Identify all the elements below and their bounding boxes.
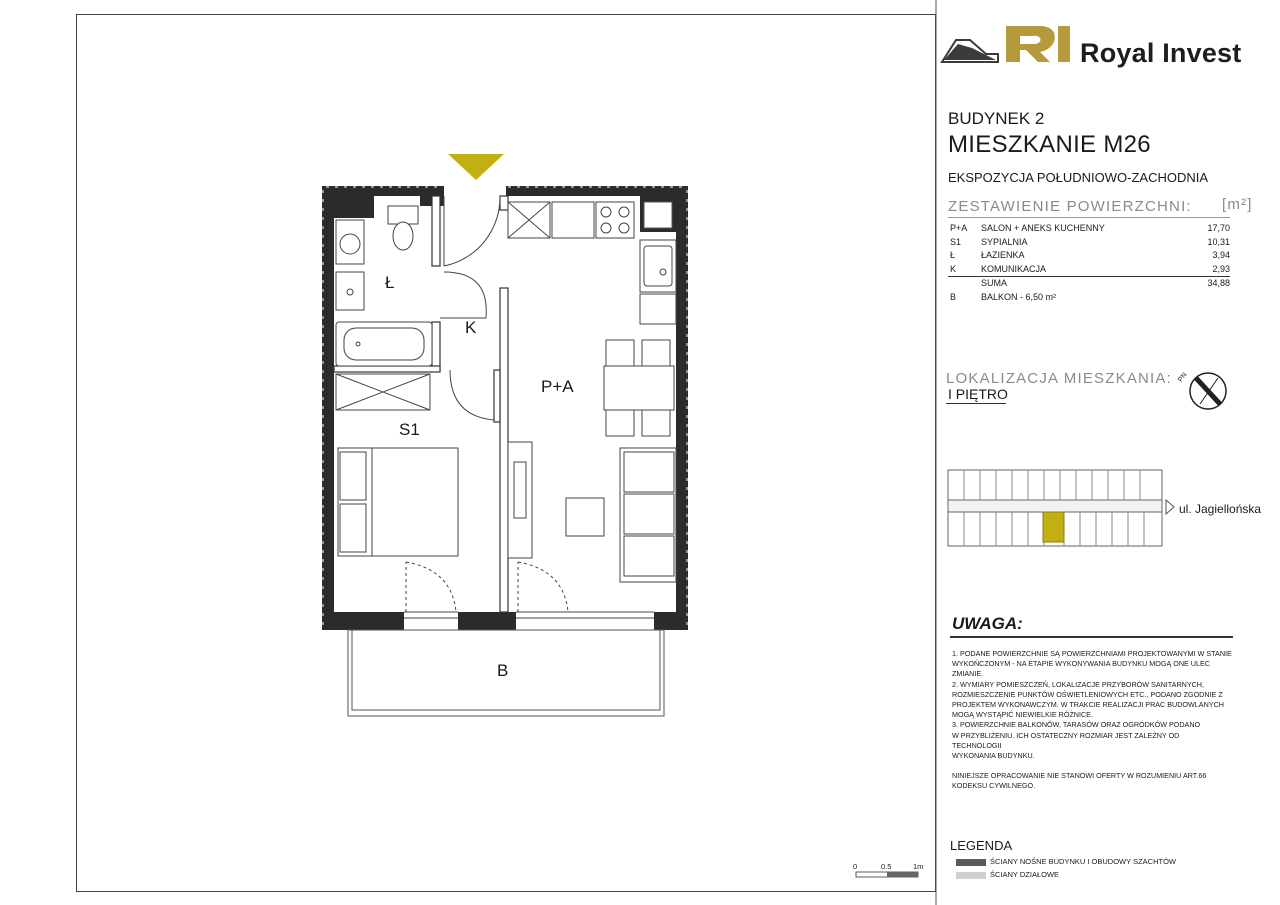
balcony-row: B BALKON - 6,50 m²	[950, 291, 1057, 302]
room-label-balcony: B	[497, 661, 509, 680]
room-label-living: P+A	[541, 377, 574, 396]
scale-bar	[856, 872, 918, 877]
building-label: BUDYNEK 2	[948, 109, 1045, 128]
house-logo-icon	[942, 40, 998, 62]
table-row: S1 SYPIALNIA 10,31	[950, 236, 1230, 247]
legend-item-partition: ŚCIANY DZIAŁOWE	[990, 870, 1060, 879]
areas-title: ZESTAWIENIE POWIERZCHNI:	[948, 198, 1192, 215]
table-row: P+A SALON + ANEKS KUCHENNY 17,70	[950, 223, 1230, 233]
areas-table	[948, 222, 1230, 304]
legend-swatch-partition	[956, 872, 986, 879]
room-label-corridor: K	[465, 318, 477, 337]
apartment-title: MIESZKANIE M26	[948, 131, 1151, 158]
legend-item-bearing: ŚCIANY NOŚNE BUDYNKU I OBUDOWY SZACHTÓW	[990, 857, 1176, 866]
brand-name: Royal Invest	[1080, 38, 1242, 68]
legend-title: LEGENDA	[950, 838, 1013, 853]
sum-row: SUMA 34,88	[948, 276, 1230, 291]
street-label: ul. Jagiellońska	[1179, 502, 1262, 516]
location-title: LOKALIZACJA MIESZKANIA:	[946, 370, 1172, 387]
site-plan-map	[948, 470, 1174, 546]
apartment-location-marker	[1043, 512, 1064, 542]
areas-unit: [m²]	[1222, 196, 1253, 213]
table-row: K KOMUNIKACJA 2,93	[950, 263, 1230, 274]
ri-monogram-icon	[1006, 26, 1070, 62]
notes-text: 1. PODANE POWIERZCHNIE SĄ POWIERZCHNIAMI PROJEKTOWANYMI W STANIE WYKOŃCZONYM - NA ETAPIE WYKONYWANIA BUDYNKU MOGĄ ONE ULEC ZMIANIE. 2. WYMIARY POMIESZCZEŃ, LOKALIZACJE PRZYBORÓW SANITARNYCH, ROZMIESZCZENIE PUNKTÓW OŚWIETLENIOWYCH ETC., PODANO ZGODNIE Z PROJEKTEM WYKONAWCZYM. W TRAKCIE REALIZACJI PRAC BUDOWLANYCH MOGĄ WYSTĄPIĆ NIEWIELKIE RÓŻNICE. 3. POWIERZCHNIE BALKONÓW, TARASÓW ORAZ OGRÓDKÓW PODANO W PRZYBLIŻENIU. ICH OSTATECZNY ROZMIAR JEST ZALEŻNY OD TECHNOLOGII WYKONANIA BUDYNKU. NINIEJSZE OPRACOWANIE NIE STANOWI OFERTY W ROZUMIENIU ART.66 KODEKSU CYWILNEGO.	[952, 649, 1232, 791]
north-label: PN	[1177, 371, 1189, 384]
room-label-bedroom: S1	[399, 420, 420, 439]
compass-icon	[1190, 373, 1226, 409]
legend-swatch-bearing	[956, 859, 986, 866]
entrance-marker-icon	[448, 154, 504, 180]
scale-label-1m: 1m	[913, 862, 924, 871]
table-row: Ł ŁAZIENKA 3,94	[950, 250, 1230, 260]
exposure-label: EKSPOZYCJA POŁUDNIOWO-ZACHODNIA	[948, 170, 1209, 185]
scale-label-half: 0.5	[881, 862, 892, 871]
notes-title: UWAGA:	[952, 614, 1023, 633]
room-label-bathroom: Ł	[385, 273, 395, 292]
scale-label-0: 0	[853, 862, 858, 871]
floor-label: I PIĘTRO	[948, 386, 1008, 402]
